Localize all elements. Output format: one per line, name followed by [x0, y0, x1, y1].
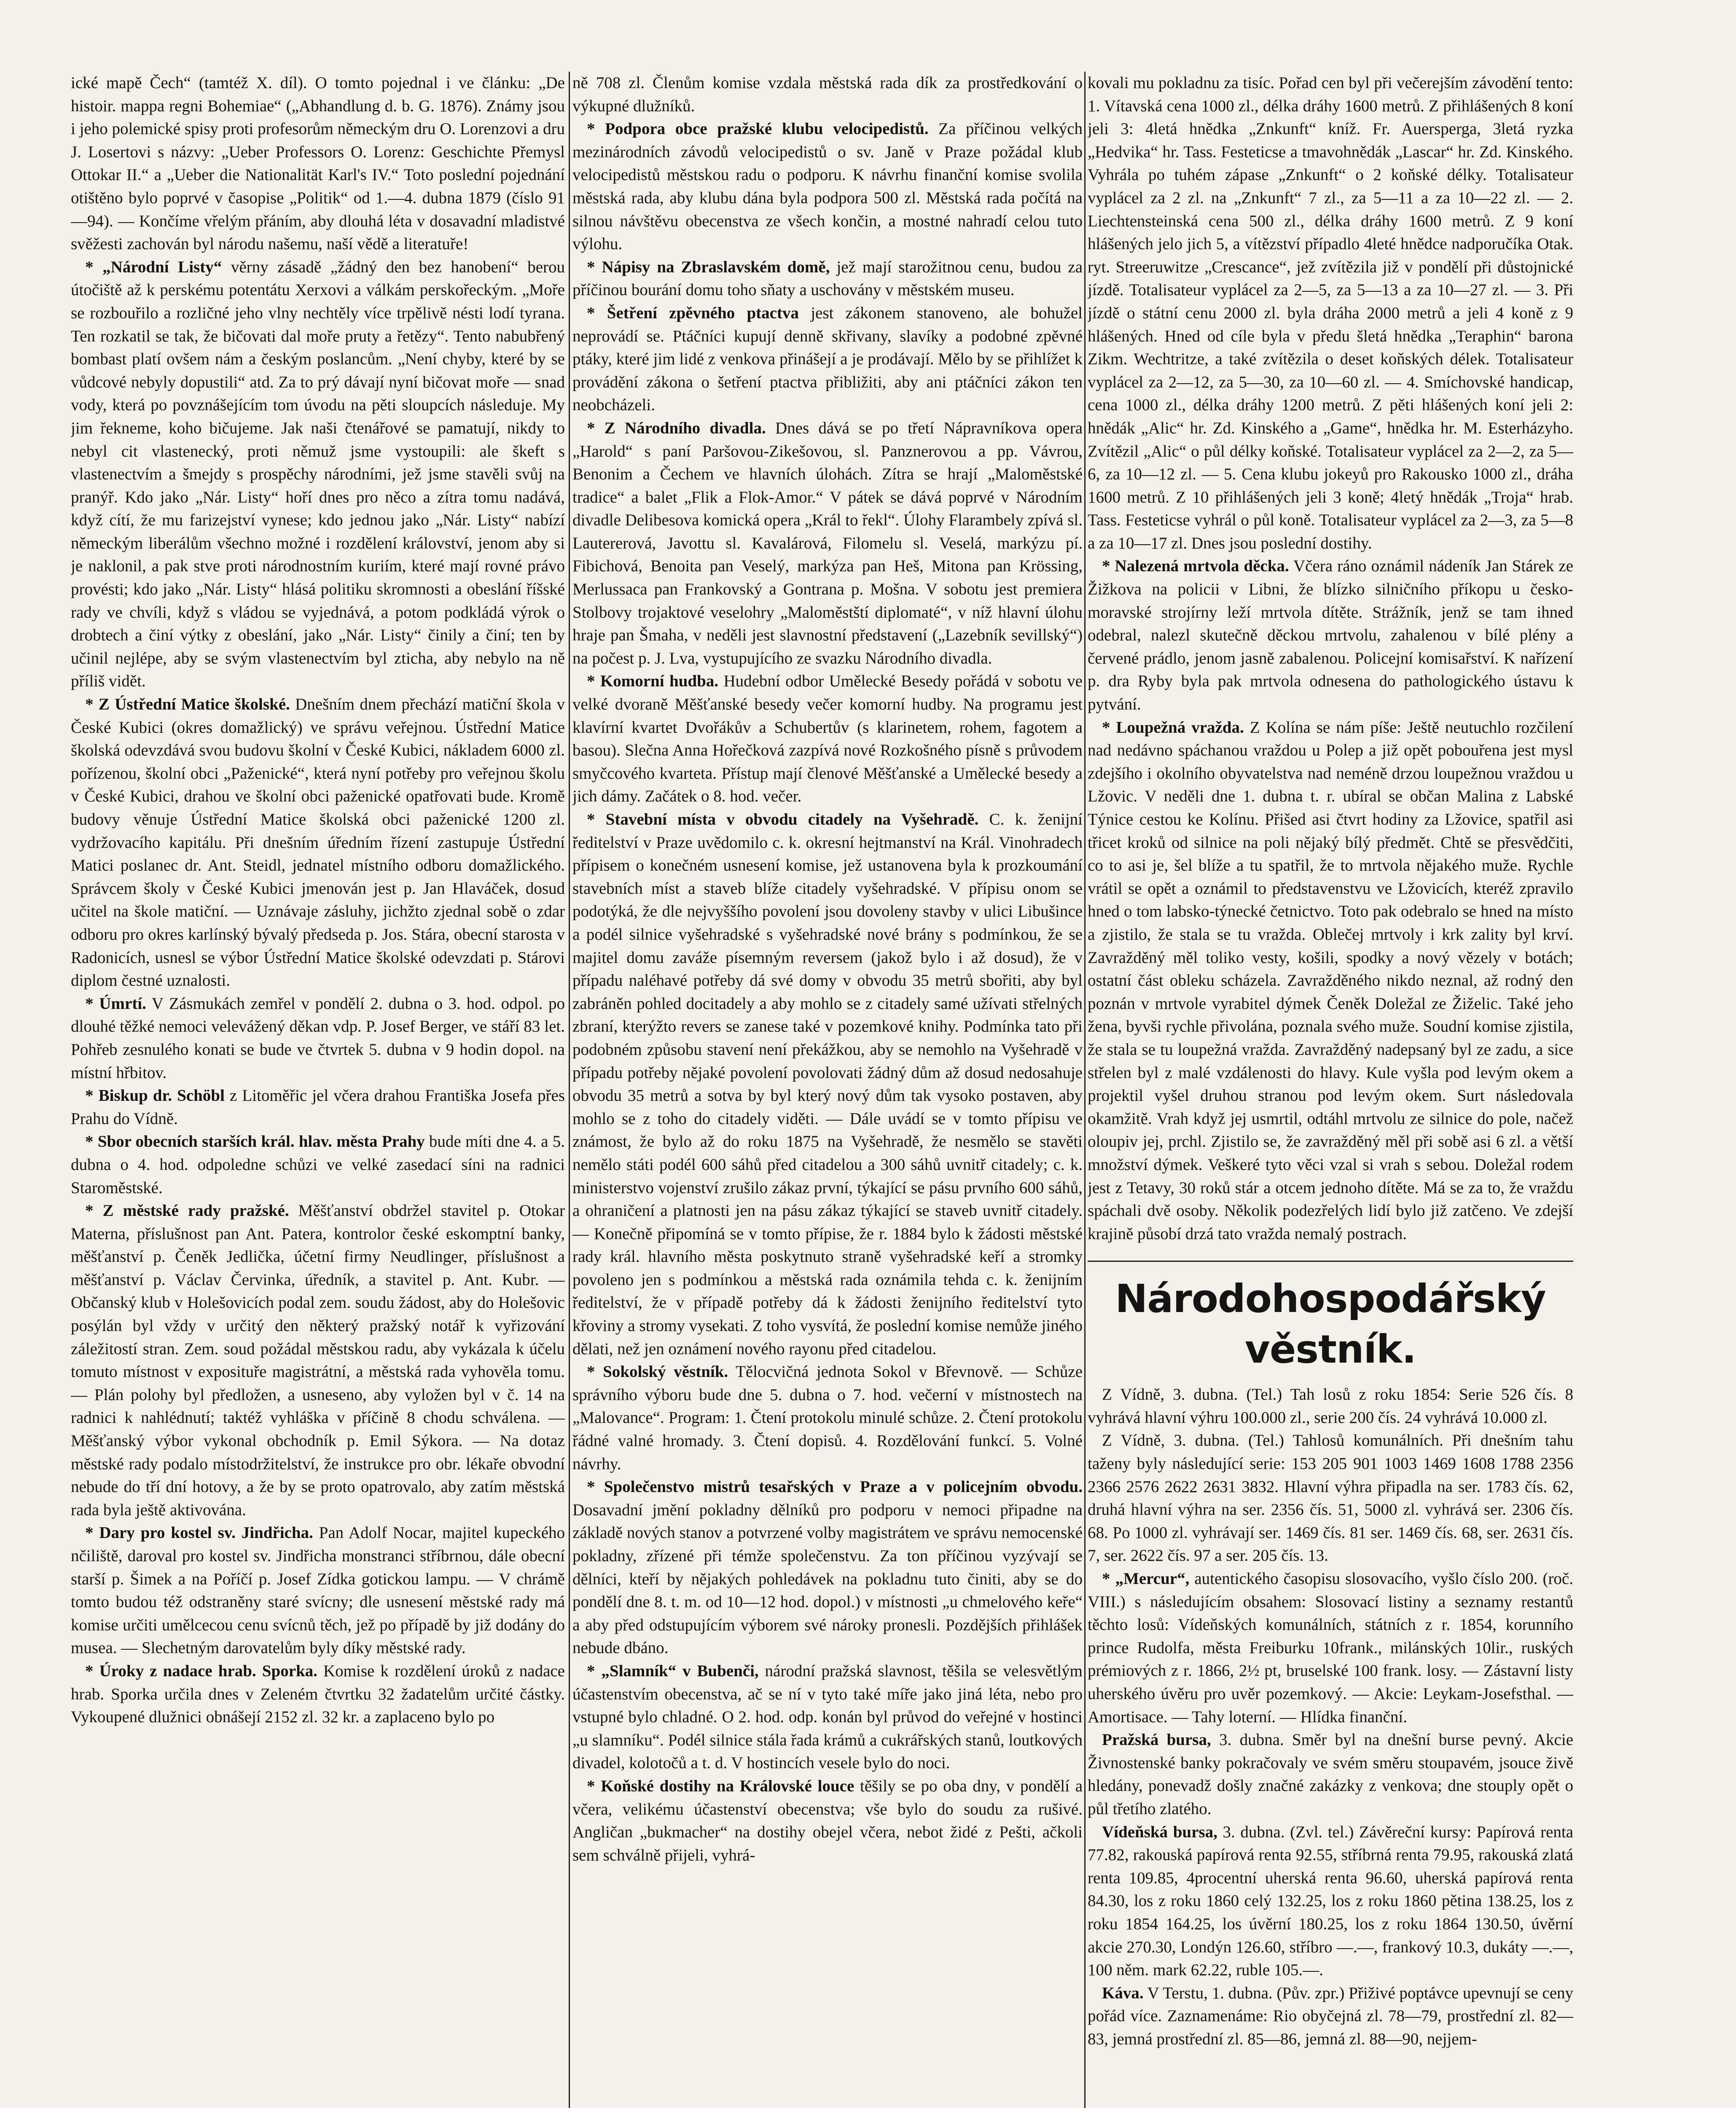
- article-text: těšily se po oba dny, v pondělí a včera, velikému účastenství obecenstva; vše bylo do soudu za rušivé. Angličan „bukmacher“ na dostihy obejel včera, nebot židé z Pešti, ačkoli sem schválně přijeli, vyhrá-: [572, 1777, 1083, 1864]
- article-paragraph: [71, 1660, 565, 1729]
- article-title: * Nápisy na Zbraslavském domě,: [587, 258, 830, 276]
- article-paragraph: [1088, 1821, 1573, 1982]
- article-text: Z Vídně, 3. dubna. (Tel.) Tahlosů komunálních. Při dnešním tahu taženy byly následující serie: 153 205 901 1003 1469 1608 1788 2356 2366 2576 2622 2631 3832. Hlavní výhra připadla na ser. 1783 čís. 62, druhá hlavní výhra na ser. 2356 čís. 51, 5000 zl. vyhrává ser. 2306 čís. 68. Po 1000 zl. vyhrávají ser. 1469 čís. 81 ser. 1469 čís. 68, ser. 2631 čís. 7, ser. 2622 čís. 97 a ser. 205 čís. 13.: [1088, 1431, 1573, 1565]
- article-paragraph: [1088, 1729, 1573, 1820]
- article-paragraph: [1088, 72, 1573, 555]
- article-title: * Z Ústřední Matice školské.: [85, 695, 290, 714]
- article-paragraph: [572, 670, 1083, 808]
- article-text: kovali mu pokladnu za tisíc. Pořad cen byl při večerejším závodění tento: 1. Vítavská cena 1000 zl., délka dráhy 1600 metrů. Z přihlášených 8 koní jeli 3: 4letá hnědka „Znkunft“ kníž. Fr. Auersperga, 3letá ryzka „Hedvika“ hr. Tass. Festeticse a tmavohnědák „Lascar“ hr. Zd. Kinského. Vyhrála po tuhém zápase „Znkunft“ o 2 koňské délky. Totalisateur vyplácel za 2 zl. na „Znkunft“ 7 zl., za 5—11 a za 10—22 zl. — 2. Liechtensteinská cena 500 zl., délka dráhy 1600 metrů. Z 9 koní hlášených jelo jich 5, a vítězství případlo 4leté hnědce nadporučíka Otak. ryt. Streeruwitze „Crescance“, jež zvítězila již v pondělí při důstojnické jízdě. Totalisateur vyplácel za 2—5, za 5—13 a za 10—27 zl. — 3. Při jízdě o státní cenu 2000 zl. byla dráha 2000 metrů a jeli 4 koně z 9 hlášených. Hned od cíle byla v předu šletá hnědka „Teraphin“ barona Zikm. Wechtritze, a také zvítězila o deset koňských délek. Totalisateur vyplácel za 2—12, za 5—30, za 10—60 zl. — 4. Smíchovské handicap, cena 1000 zl., délka dráhy 1200 metrů. Z pěti hlášených koní jeli 2: hnědák „Alic“ hr. Zd. Kinského a „Game“, hnědka hr. M. Esterházyho. Zvítězil „Alic“ o půl délky koňské. Totalisateur vyplácel za 2—2, za 5—6, za 10—12 zl. — 5. Cena klubu jokeyů pro Rakousko 1000 zl., dráha 1600 metrů. Z 10 přihlášených jeli 3 koně; 4letý hnědák „Troja“ hrab. Tass. Festeticse vyhrál o půl koně. Totalisateur vyplácel za 2—3, za 5—8 a za 10—17 zl. Dnes jsou poslední dostihy.: [1088, 74, 1573, 552]
- article-text: ně 708 zl. Členům komise vzdala městská rada dík za prostředkování o výkupné dlužníků.: [572, 74, 1083, 115]
- article-text: Z Kolína se nám píše: Ještě neutuchlo rozčilení nad nedávno spáchanou vraždou u Polep a již opět pobouřena jest mysl zdejšího i okolního obyvatelstva nad neméně drzou loupežnou vraždou u Lžovic. V neděli dne 1. dubna t. r. ubíral se občan Malina z Labské Týnice cestou ke Kolínu. Přišed asi čtvrt hodiny za Lžovice, spatřil asi třicet kroků od silnice na poli nějaký bílý předmět. Chtě se přesvědčiti, co to asi je, šel blíže a tu spatřil, že to mrtvola nějakého muže. Rychle vrátil se opět a oznámil to představenstvu ve Lžovicích, kteréž zpravilo hned o tom labsko-týnecké četnictvo. Toto pak odebralo se hned na místo a zjistilo, že stala se tu vražda. Oblečej mrtvoly i krk zality byl krví. Zavražděný měl toliko vesty, košili, spodky a nový vězely v botách; ostatní část obleku scházela. Zavražděného nikdo neznal, až rodný den poznán v mrtvole vyrabitel dýmek Čeněk Doležal ze Žiželic. Také jeho žena, byvši rychle přivolána, poznala svého muže. Soudní komise zjistila, že stala se tu loupežná vražda. Zavražděný nadepsaný byl ze zadu, a sice střelen byl z malé vzdálenosti do hlavy. Kule vyšla pod levým okem a projektil vyšel druhou stranou pod levým okem. Surt následovala okamžitě. Vrah když jej usmrtil, odtáhl mrtvolu ze silnice do pole, načež oloupiv jej, prchl. Zjistilo se, že zavražděný měl při sobě asi 6 zl. a větší množství dýmek. Veškeré tyto věci vzal si vrah s sebou. Doležal rodem jest z Tetavy, 30 roků stár a otcem jednoho dítěte. Má se za to, že vraždu spáchali dvě osoby. Několik podezřelých lidí bylo již zatčeno. Ve zdejší krajině působí drzá tato vražda nemalý postrach.: [1088, 718, 1573, 1243]
- article-title: * „Národní Listy“: [85, 258, 222, 276]
- article-text: Dosavadní jmění pokladny dělníků pro podporu v nemoci připadne na základě nových stanov a potvrzené volby magistrátem ve správu nemocenské pokladny, zřízené při témže společenstvu. Za ton příčinou vyzývají se dělníci, kteří by nějakých pohledávek na pokladnu tuto činiti, aby se do pondělí dne 8. t. m. od 10—12 hod. dopol.) v místnosti „u chmelového keře“ a aby před odstupujícím výborem své nároky pronesli. Pozdějších přihlášek nebude dbáno.: [572, 1500, 1083, 1657]
- article-paragraph: [71, 693, 565, 992]
- article-text: Komise k rozdělení úroků z nadace hrab. Sporka určila dnes v Zeleném čtvrtku 32 žadatelům určité částky. Vykoupené dlužnici obnášejí 2152 zl. 32 kr. a zaplaceno bylo po: [71, 1662, 565, 1726]
- article-text: Měšťanství obdržel stavitel p. Otokar Materna, příslušnost pan Ant. Patera, kontrolor české eskomptní banky, měšťanství p. Čeněk Jedlička, účetní firmy Neudlinger, příslušnost a měšťanství p. Václav Červinka, úředník, a stavitel p. Ant. Kubr. — Občanský klub v Holešovicích podal zem. soudu žádost, aby do Holešovic posýlán byl vždy v určitý den některý pražský notář k vyřizování záležitostí stran. Zem. soud požádal městskou radu, aby vykázala k účelu tomuto místnost v exposituře magistrátní, a městská rada vyhověla tomu. — Plán polohy byl předložen, a usneseno, aby vyložen byl v č. 14 na radnici k nahlédnutí; taktéž vyhláška v příčině 8 chodu schválena. — Měšťanský výbor vykonal obchodník p. Emil Sýkora. — Na dotaz městské rady podalo místodržitelství, že instrukce pro obr. lékaře obvodní nebude do tří dní hotovy, a že by se proto opatrovalo, aby zatím městská rada byla ještě aktivována.: [71, 1202, 565, 1519]
- article-text: Hudební odbor Umělecké Besedy pořádá v sobotu ve velké dvoraně Měšťanské besedy večer komorní hudby. Na programu jest klavírní kvartet Dvořákův a Schubertův (s klarinetem, rohem, fagotem a basou). Slečna Anna Hořečková zazpívá nové Rozkošného písně s průvodem smyčcového kvarteta. Přístup mají členové Měšťanské a Umělecké besedy a jich dámy. Začátek o 8. hod. večer.: [572, 672, 1083, 806]
- article-paragraph: [572, 1660, 1083, 1775]
- article-text: Dnes dává se po třetí Nápravníkova opera „Harold“ s paní Paršovou-Zikešovou, sl. Panznerovou a pp. Vávrou, Benonim a Čechem ve hlavních úlohách. Zítra se hrají „Maloměstské tradice“ a balet „Flik a Flok-Amor.“ V pátek se dává poprvé v Národním divadle Delibesova komická opera „Král to řekl“. Úlohy Flarambely zpívá sl. Lautererová, Javottu sl. Kavalárová, Filomelu sl. Veselá, markýzu pí. Fibichová, Benoita pan Veselý, markýza pan Heš, Mitona pan Krössing, Merlussaca pan Frankovský a Gontrana p. Mošna. V sobotu jest premiera Stolbovy trojaktové veselohry „Maloměstští diplomaté“, v níž hlavní úlohu hraje pan Šmaha, v neděli jest slavnostní představení („Lazebník sevillský“) na počest p. J. Lva, vystupujícího ze svazku Národního divadla.: [572, 419, 1083, 667]
- article-paragraph: [71, 1130, 565, 1199]
- article-text: Tělocvičná jednota Sokol v Břevnově. — Schůze správního výboru bude dne 5. dubna o 7. hod. večerní v místnostech na „Malovance“. Program: 1. Čtení protokolu minulé schůze. 2. Čtení protokolu řádné valné hromady. 3. Čtení dopisů. 4. Rozdělování funkcí. 5. Volné návrhy.: [572, 1363, 1083, 1473]
- article-text: Včera ráno oznámil nádeník Jan Stárek ze Žižkova na policii v Libni, že blízko silničního příkopu u česko-moravské strojírny leží mrtvola dítěte. Strážník, jenž se tam ihned odebral, nalezl skutečně děckou mrtvolu, zahalenou v bílé plény a červené prádlo, jenom jasně zabalenou. Policejní komisařství. K nařízení p. dra Ryby byla pak mrtvola odnesena do pathologického ústavu k pytvání.: [1088, 557, 1573, 714]
- article-paragraph: [71, 256, 565, 693]
- article-text: V Terstu, 1. dubna. (Pův. zpr.) Přiživé poptávce upevnují se ceny pořád více. Zaznamenáme: Rio obyčejná zl. 78—79, prostřední zl. 82—83, jemná prostřední zl. 85—86, jemná zl. 88—90, nejjem-: [1088, 1984, 1573, 2048]
- article-paragraph: [572, 808, 1083, 1361]
- article-title: * Koňské dostihy na Královské louce: [587, 1777, 855, 1795]
- article-title: * Stavební místa v obvodu citadely na Vyšehradě.: [587, 810, 979, 828]
- article-title: * Loupežná vražda.: [1102, 718, 1244, 737]
- article-text: autentického časopisu slosovacího, vyšlo číslo 200. (roč. VIII.) s následujícím obsahem: Slosovací listiny a seznamy restantů těchto losů: Vídeňských komunálních, státních z r. 1854, korunního prince Rudolfa, města Freiburku 10frank., milánských 10lir., ruských prémiových z r. 1866, 2½ pt, bruselské 100 frank. losy. — Zástavní listy uherského úvěru pro uvěr pozemkový. — Akcie: Leykam-Josefsthal. — Amortisace. — Tahy loterní. — Hlídka finanční.: [1088, 1570, 1573, 1726]
- article-text: Z Vídně, 3. dubna. (Tel.) Tah losů z roku 1854: Serie 526 čís. 8 vyhrává hlavní výhru 100.000 zl., serie 200 čís. 24 vyhrává 10.000 zl.: [1088, 1385, 1573, 1427]
- article-paragraph: [71, 72, 565, 256]
- article-text: z Litoměřic jel včera drahou Františka Josefa přes Prahu do Vídně.: [71, 1086, 565, 1128]
- article-title: * „Slamník“ v Bubenči,: [587, 1662, 759, 1680]
- article-paragraph: [71, 1199, 565, 1522]
- article-paragraph: [572, 302, 1083, 417]
- column-divider: [1084, 72, 1086, 2108]
- article-text: Za příčinou velkých mezinárodních závodů velocipedistů o sv. Janě v Praze požádal klub velocipedistů městskou radu o podporu. K návrhu finanční komise svolila městská rada, aby klubu dána byla podpora 500 zl. Městská rada počítá na silnou návštěvu obecenstva ze všech končin, a mostné nahradí celou tuto výlohu.: [572, 120, 1083, 253]
- article-title: * Z městské rady pražské.: [85, 1202, 289, 1220]
- article-text: národní pražská slavnost, těšila se velesvětlým účastenstvím obecenstva, ač se ní v tyto také míře jako jiná léta, nebo pro vstupné bylo chladné. O 2. hod. odp. konán byl průvod do veřejné v hostinci „u slamníku“. Podél silnice stála řada krámů a cukrářských stanů, loutkových divadel, kolotočů a t. d. V hostincích vesele bylo do noci.: [572, 1662, 1083, 1772]
- article-title: * Podpora obce pražské klubu velocipedistů.: [587, 120, 929, 138]
- article-title: * Úroky z nadace hrab. Sporka.: [85, 1662, 317, 1680]
- article-title: * Sokolský věstník.: [587, 1363, 728, 1381]
- article-text: C. k. ženijní ředitelství v Praze uvědomilo c. k. okresní hejtmanství na Král. Vinohradech přípisem o konečném usnesení komise, jež ustanovena byla k prozkoumání stavebních míst a staveb blíže citadely vyšehradské. V přípisu onom se podotýká, že dle nejvyššího povolení jsou dovoleny stavby v ulici Libušince a podél silnice vyšehradské s vyšehradské nové brány s podmínkou, že se majitel domu zaváže písemným reversem (jakož bylo i až dosud), že v případu naléhavé potřeby dá své domy v obvodu 35 metrů sbořiti, aby byl zabráněn pohled docitadely a aby mohlo se z citadely samé užívati střelných zbraní, kterýžto revers se zanese také v pozemkové knihy. Podmínka tato při podobném způsobu stavení není překážkou, aby se nemohlo na Vyšehradě v případu potřeby nějaké povolení povolovati žádný dům až dosud nedosahuje obvodu 35 metrů a sotva by byl který nový dům tak vysoko postaven, aby mohlo se z toho do citadely viděti. — Dále uvádí se v tomto přípisu ve známost, že bylo až do roku 1875 na Vyšehradě, že nesmělo se stavěti nemělo státi podél 600 sáhů před citadelou a 300 sáhů uvnitř citadely; c. k. ministerstvo vojenství zrušilo zákaz první, týkající se pásu prvního 600 sáhů, a ohraničení a platnosti jen na pásu zákaz týkající se staveb uvnitř citadely. — Konečně připomíná se v tomto přípise, že r. 1884 bylo k žádosti městské rady král. hlavního města poskytnuto straně vyšehradské keří a stromky povoleno jen s podmínkou a městská rada oznámila tehda c. k. ženijním ředitelství, že v případě potřeby dá k žádosti ženijního ředitelství tyto křoviny a stromy vysekati. Z toho vysvítá, že poslední komise nemůže jiného dělati, než jen oznámení nového rayonu před citadelou.: [572, 810, 1083, 1358]
- article-paragraph: [572, 118, 1083, 256]
- article-paragraph: [1088, 716, 1573, 1246]
- article-title: * Společenstvo mistrů tesařských v Praze a v policejním obvodu.: [587, 1478, 1083, 1496]
- article-text: Pan Adolf Nocar, majitel kupeckého nčiliště, daroval pro kostel sv. Jindřicha monstranci stříbrnou, dále obecní starší p. Šimek a na Poříčí p. Josef Zídka gotickou lampu. — V chrámě tomto budou též odstraněny staré svícny; dle usnesení městské rady má komise určiti umělcecou cenu svícnů těch, jež po případě by již dodány do musea. — Slechetným darovatelům byly díky městské rady.: [71, 1524, 565, 1657]
- article-title: * Nalezená mrtvola děcka.: [1102, 557, 1289, 575]
- article-paragraph: [572, 1476, 1083, 1660]
- article-paragraph: [71, 1084, 565, 1130]
- article-paragraph: [572, 256, 1083, 302]
- article-paragraph: [572, 1361, 1083, 1476]
- article-paragraph: [1088, 1429, 1573, 1568]
- article-paragraph: [71, 992, 565, 1084]
- article-title: * „Mercur“,: [1102, 1570, 1190, 1588]
- column-1: [71, 72, 565, 2108]
- column-divider: [569, 72, 570, 2108]
- article-paragraph: [1088, 1383, 1573, 1429]
- article-text: V Zásmukách zemřel v pondělí 2. dubna o 3. hod. odpol. po dlouhé těžké nemoci velevážený děkan vdp. P. Josef Berger, ve stáří 83 let. Pohřeb zesnulého konati se bude ve čtvrtek 5. dubna v 9 hodin dopol. na místní hřbitov.: [71, 994, 565, 1082]
- article-title: * Z Národního divadla.: [587, 419, 766, 437]
- article-text: jež mají starožitnou cenu, budou za příčinou bourání domu toho sňaty a uschovány v městském museu.: [572, 258, 1083, 299]
- article-paragraph: [1088, 1568, 1573, 1729]
- article-title: Káva.: [1102, 1984, 1144, 2002]
- article-text: bude míti dne 4. a 5. dubna o 4. hod. odpoledne schůzi ve velké zasedací síni na radnici Staroměstské.: [71, 1132, 565, 1197]
- article-paragraph: [1088, 555, 1573, 716]
- article-title: Vídeňská bursa,: [1102, 1823, 1217, 1841]
- article-paragraph: [71, 1522, 565, 1660]
- column-2: [572, 72, 1083, 2108]
- column-3: [1088, 72, 1573, 2108]
- article-title: * Šetření zpěvného ptactva: [587, 304, 799, 322]
- article-text: ické mapě Čech“ (tamtéž X. díl). O tomto pojednal i ve článku: „De histoir. mappa regni Bohemiae“ („Abhandlung d. b. G. 1876). Známy jsou i jeho polemické spisy proti profesorům německým dru O. Lorenzovi a dru J. Losertovi s názvy: „Ueber Professors O. Lorenz: Geschichte Přemysl Ottokar II.“ a „Ueber die Nationalität Karl's IV.“ Toto poslední pojednání otištěno bylo poprvé v časopise „Politik“ od 1.—4. dubna 1879 (číslo 91—94). — Končíme vřelým přáním, aby dlouhá léta v dosavadní mladistvé svěžesti zachován byl národu našemu, naší vědě a literatuře!: [71, 74, 565, 253]
- article-paragraph: [572, 417, 1083, 670]
- article-text: 3. dubna. (Zvl. tel.) Závěreční kursy: Papírová renta 77.82, rakouská papírová renta 92.55, stříbrná renta 79.95, rakouská zlatá renta 109.85, 4procentní uherská renta 96.60, uherská papírová renta 84.30, los z roku 1860 celý 132.25, los z roku 1860 pětina 138.25, los z roku 1854 164.25, los úvěrní 180.25, los z roku 1864 130.50, úvěrní akcie 270.30, Londýn 126.60, stříbro —.—, frankový 10.3, dukáty —.—, 100 něm. mark 62.22, ruble 105.—.: [1088, 1823, 1573, 1979]
- article-text: 3. dubna. Směr byl na dnešní burse pevný. Akcie Živnostenské banky pokračovaly ve svém směru stoupavém, jsouce živě hledány, ponevadž došly značné zakázky z venkova; dne stouply opět o půl třetího zlatého.: [1088, 1731, 1573, 1818]
- article-title: Pražská bursa,: [1102, 1731, 1211, 1749]
- article-title: * Úmrtí.: [85, 994, 146, 1013]
- article-paragraph: [572, 1775, 1083, 1867]
- article-text: jest zákonem stanoveno, ale bohužel neprovádí se. Ptáčníci kupují denně skřivany, slavíky a podobné zpěvné ptáky, které jim lidé z venkova přinášejí a je prodávají. Mělo by se přihlížet k provádění zákona o šetření ptactva přibližiti, aby ani ptáčníci zákon ten neobcházeli.: [572, 304, 1083, 414]
- article-paragraph: [1088, 1982, 1573, 2051]
- article-title: * Dary pro kostel sv. Jindřicha.: [85, 1524, 313, 1542]
- article-text: Dnešním dnem přechází matiční škola v České Kubici (okres domažlický) ve správu veřejnou. Ústřední Matice školská odevzdává svou budovu školní v České Kubici, nákladem 6000 zl. pořízenou, školní obci „Paženické“, která nyní potřeby pro veřejnou školu v České Kubici, drahou ve školní obci paženické opatřovati bude. Kromě budovy věnuje Ústřední Matice školská obci paženické 1200 zl. vydržovacího kapitálu. Při dnešním úředním řízení zastupuje Ústřední Matici poslanec dr. Ant. Steidl, jednatel místního odboru domažlického. Správcem školy v České Kubici jmenován jest p. Jan Hlaváček, dosud učitel na škole matiční. — Uznávaje zásluhy, jichžto zjednal sobě o zdar odboru pro okres karlínský bývalý předseda p. Jos. Stára, obecní starosta v Radonicích, usnesl se výbor Ústřední Matice školské odevzdati p. Stárovi diplom čestné uznalosti.: [71, 695, 565, 990]
- article-title: * Komorní hudba.: [587, 672, 719, 691]
- article-title: * Biskup dr. Schöbl: [85, 1086, 225, 1105]
- article-title: * Sbor obecních starších král. hlav. města Prahy: [85, 1132, 425, 1151]
- article-text: věrny zásadě „žádný den bez hanobení“ berou útočiště až k perskému potentátu Xerxovi a válkám perskořeckým. „Moře se rozbouřilo a rozličné jeho vlny nechtěly více trpělivě nésti lodí tyrana. Ten rozkatil se tak, že bičovati dal moře pruty a řetězy“. Tento nabubřený bombast platí ovšem nám a českým poslancům. „Není chyby, které by se vůdcové nebyly dopustili“ atd. Za to prý dávají nyní bičovat moře — snad vody, která po povznášejícím tom úvodu na pěti sloupcích následuje. My jim řekneme, koho bičujeme. Jak naši čtenářové se pamatují, nikdy to nebyl cit vlastenecký, proti němuž jsme vystoupili: ale škeft s vlastenectvím a šmejdy s prospěchy národními, jež jsme stavěli svůj na pranýř. Kdo jako „Nár. Listy“ hoří dnes pro něco a zítra tomu nadává, když cítí, že mu farizejství vynese; kdo jednou jako „Nár. Listy“ nabízí německým liberálům všechno možné i rozdělení království, jenom aby si je naklonil, a pak stve proti národnostním kuriím, které mají rovné právo provésti; kdo jako „Nár. Listy“ hlásá politiku skromnosti a obeslání říšské rady ve chvíli, když s vládou se vyjednává, a potom podkládá výrok o drobtech a činí výtky z obeslání, jako „Nár. Listy“ činily a činí; ten by učinil nejlépe, aby se svým vlastenectvím byl zticha, aby nebylo na ně příliš vidět.: [71, 258, 565, 691]
- article-paragraph: [572, 72, 1083, 118]
- section-heading: Národohospodářský věstník.: [1088, 1261, 1573, 1375]
